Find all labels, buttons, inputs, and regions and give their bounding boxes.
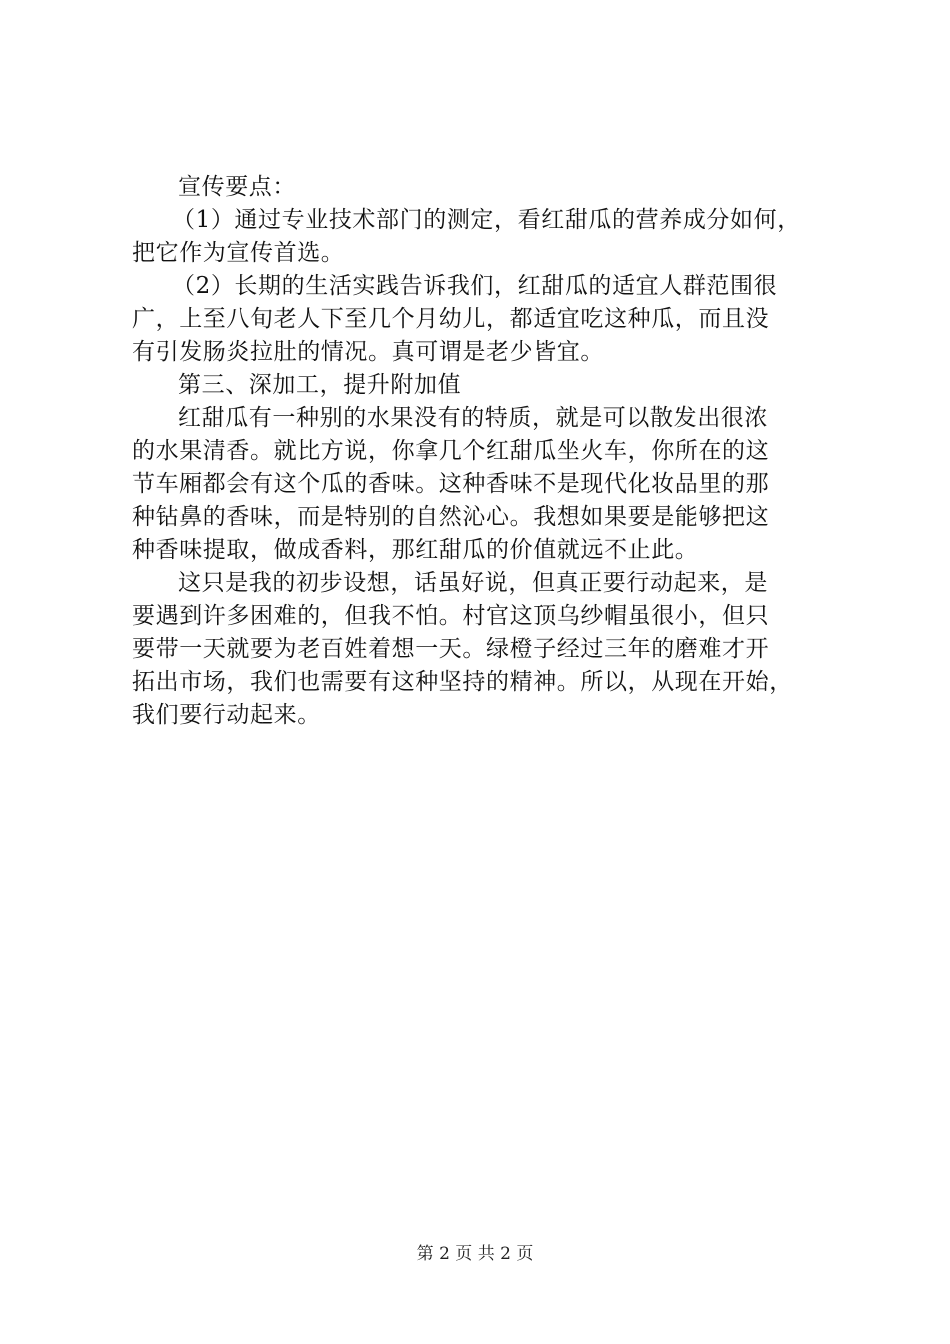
paragraph-line: 红甜瓜有一种别的水果没有的特质，就是可以散发出很浓 <box>178 405 768 431</box>
page-number-footer: 第 2 页 共 2 页 <box>416 1244 534 1264</box>
paragraph-line: 要带一天就要为老百姓着想一天。绿橙子经过三年的磨难才开 <box>132 636 770 662</box>
paragraph-line: 有引发肠炎拉肚的情况。真可谓是老少皆宜。 <box>132 339 604 365</box>
paragraph-line: 节车厢都会有这个瓜的香味。这种香味不是现代化妆品里的那 <box>132 471 770 497</box>
paragraph-line: 这只是我的初步设想，话虽好说，但真正要行动起来，是 <box>178 570 768 596</box>
paragraph-line: 把它作为宣传首选。 <box>132 240 345 266</box>
paragraph-line: 我们要行动起来。 <box>132 702 321 728</box>
paragraph-line: （2）长期的生活实践告诉我们，红甜瓜的适宜人群范围很 <box>172 273 778 299</box>
section-heading-promotion: 宣传要点： <box>178 174 296 200</box>
paragraph-line: 种香味提取，做成香料，那红甜瓜的价值就远不止此。 <box>132 537 699 563</box>
section-heading-processing: 第三、深加工，提升附加值 <box>178 372 462 398</box>
paragraph-line: 要遇到许多困难的，但我不怕。村官这顶乌纱帽虽很小，但只 <box>132 603 770 629</box>
paragraph-line: 广，上至八旬老人下至几个月幼儿，都适宜吃这种瓜，而且没 <box>132 306 770 332</box>
paragraph-line: （1）通过专业技术部门的测定，看红甜瓜的营养成分如何， <box>172 207 801 233</box>
paragraph-line: 的水果清香。就比方说，你拿几个红甜瓜坐火车，你所在的这 <box>132 438 770 464</box>
document-body <box>132 171 852 732</box>
paragraph-line: 拓出市场，我们也需要有这种坚持的精神。所以，从现在开始， <box>132 669 793 695</box>
paragraph-line: 种钻鼻的香味，而是特别的自然沁心。我想如果要是能够把这 <box>132 504 770 530</box>
